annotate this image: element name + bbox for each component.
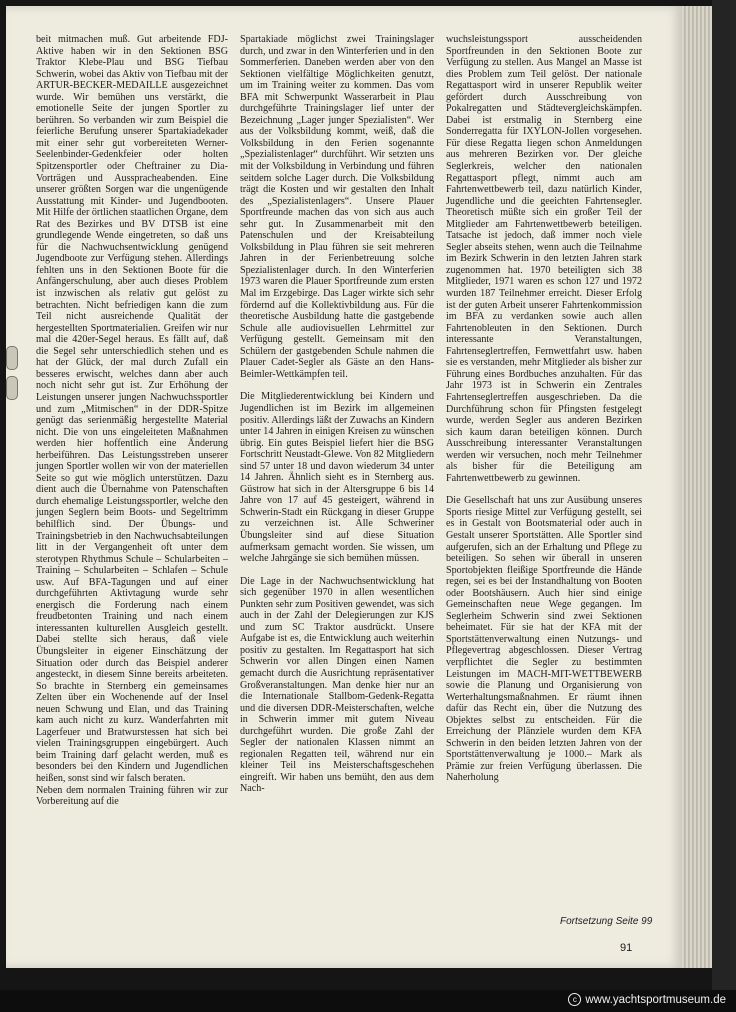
text-column-3 (446, 34, 642, 784)
paragraph: beit mitmachen muß. Gut arbeitende FDJ-Aktive haben wir in den Sektionen BSG Traktor Klebe-Plau und BSG Tiefbau Schwerin, wobei das Aktiv von Tiefbau mit der ARTUR-BECKER-MEDAILLE ausgezeichnet wurde. Wir bemühen uns verstärkt, die emotionelle Seite der jungen Sportler zu berühren. So verbanden wir zum Beispiel die feierliche Berufung unserer Spartakiadekader mit einer sehr gut vorbereiteten Werner-Seelenbinder-Gedenkfeier oder holten Spitzensportler oder Cheftrainer zu Dia-Vorträgen und Ausspracheabenden. Eine unserer größten Sorgen war die ungenügende Ausstattung mit Kinder- und Jugendbooten. Mit Hilfe der örtlichen staatlichen Organe, dem Rat des Bezirkes und BV DTSB ist eine grundlegende Wende eingetreten, so daß uns für die Nachwuchsentwicklung genügend Jugendboote zur Verfügung stehen. Allerdings fehlten uns in den Sektionen Boote für die Anfängerschulung, aber auch dieses Problem ist inzwischen als relativ gut gelöst zu betrachten. Nicht befriedigen kann die zum Teil nicht ausreichende Qualität der hergestellten Sportmaterialien. Greifen wir nur mal die 420er-Segel heraus. Es fällt auf, daß die Segel sehr unterschiedlich stehen und es hat der Glück, der mal durch Zufall ein besseres erwischt, welches dann aber auch noch nicht sehr gut ist. Zur Erhöhung der Leistungen unserer jungen Nachwuchssportler und zum „Mitmischen“ in der DDR-Spitze genügt das serienmäßig hergestellte Material nicht. Die von uns eingeleiteten Maßnahmen werden hier hoffentlich eine Änderung herbeiführen. Das Leistungsstreben unserer jungen Sportler wollen wir von der materiellen Seite so gut wie möglich unterstützen. Dazu dient auch die Übernahme von Patenschaften durch ehemalige Leistungssportler, welche den jungen Seglern beim Boots- und Segeltrimm behilflich sind. Der Übungs- und Trainingsbetrieb in den Nachwuchsabteilungen litt in der Vergangenheit oft unter dem sterotypen Rhythmus Schule – Schularbeiten – Training – Schularbeiten – Schlafen – Schule usw. Auf BFA-Tagungen und auf einer durchgeführten Aktivtagung wurde sehr energisch die Forderung nach einem freudbetonten Training und nach einem interessanten kulturellen Ausgleich gestellt. Dabei stellte sich heraus, daß viele Übungsleiter in eigener Einschätzung der Situation oder durch das Beispiel anderer angesteckt, in diesem Sinne bereits arbeiteten. So brachte in Sternberg ein gemeinsames Zelten über ein Wochenende auf der Insel neuen Schwung und Elan, und das Training kam auch nicht zu kurz. Wanderfahrten mit Lagerfeuer und Bratwurstessen hat sich bei vielen Trainingsgruppen eingebürgert. Auch beim Training darf gelacht werden, muß es besonders bei den Kindern und Jugendlichen heißen, sonst sind wir falsch beraten. (36, 34, 228, 784)
watermark-text[interactable]: www.yachtsportmuseum.de (585, 993, 726, 1006)
binder-hole (6, 346, 18, 370)
paragraph: Die Lage in der Nachwuchsentwicklung hat sich gegenüber 1970 in allen wesentlichen Punkten sehr zum Positiven gewendet, was sich auch in der Zahl der Delegierungen zur KJS und zum SC Traktor ausdrückt. Unsere Aufgabe ist es, die Entwicklung auch weiterhin positiv zu gestalten. Im Regattasport hat sich Schwerin vor allen Dingen einen Namen gemacht durch die Ausrichtung repräsentativer Großveranstaltungen. Man denke hier nur an die Internationale Stallbom-Gedenk-Regatta und die diversen DDR-Meisterschaften, welche in Schwerin immer mit gutem Niveau durchgeführt wurden. Die große Zahl der Segler der nationalen Klassen nimmt an regionalen Regatten teil, während nur ein kleiner Teil ins Meisterschaftsgeschehen eingreift. Wir haben uns bemüht, den aus dem Nach- (240, 575, 434, 795)
binder-hole (6, 376, 18, 400)
text-column-2 (240, 34, 434, 795)
text-column-1 (36, 34, 228, 808)
paragraph: Die Gesellschaft hat uns zur Ausübung unseres Sports riesige Mittel zur Verfügung gestellt, sei es in Gestalt von Bootsmaterial oder auch in Gestalt unserer Sportstätten. Alle Sportler sind aufgerufen, sich an der Erhaltung und Pflege zu beteiligen. So sehen wir überall in unseren Sportobjekten fleißige Sportfreunde die Hände regen, sei es bei der Instandhaltung von Booten oder Bootshäusern. Auch hier sind einige Gemeinschaften neue Wege gegangen. Im Seglerheim Schwerin sind zwei Sektionen beheimatet. Für sie hat der KFA mit der Sportstättenverwaltung einen Nutzungs- und Pflegevertrag abgeschlossen. Dieser Vertrag verpflichtet die Segler zu bestimmten Leistungen im MACH-MIT-WETTBEWERB sowie die Planung und Organisierung von Werterhaltungsmaßnahmen. Er räumt ihnen dafür das Recht ein, über die Nutzung des Objektes selbst zu entscheiden. Für die Erreichung der Plänziele wurden dem KFA Schwerin in den beiden letzten Jahren von der Sportstättenverwaltung je 1000.– Mark als Prämie zur freien Verfügung überlassen. Die Naherholung (446, 495, 642, 784)
page-number: 91 (620, 942, 633, 954)
watermark (568, 993, 726, 1006)
binding-shadow (712, 0, 736, 990)
paragraph: Die Mitgliederentwicklung bei Kindern und Jugendlichen ist im Bezirk im allgemeinen positiv. Allerdings läßt der Zuwachs an Kindern unter 14 Jahren in einigen Kreisen zu wünschen übrig. Ein gutes Beispiel liefert hier die BSG Fortschritt Neustadt-Glewe. Von 82 Mitgliedern sind 57 unter 18 und davon wiederum 34 unter 14 Jahren. Ähnlich sieht es in Sternberg aus. Güstrow hat sich in der Altersgruppe 6 bis 14 Jahre von 17 auf 45 gesteigert, während in Schwerin-Stadt ein Rückgang in dieser Gruppe zu verzeichnen ist. Alle Schweriner Übungsleiter sind auf diese Situation aufmerksam gemacht worden. Sie wissen, um welche Jahrgänge sie sich bemühen müssen. (240, 391, 434, 565)
page-edges (682, 6, 712, 968)
continued-note: Fortsetzung Seite 99 (560, 916, 653, 927)
copyright-icon: c (568, 993, 581, 1006)
paragraph: wuchsleistungssport ausscheidenden Sportfreunden in den Sektionen Boote zur Verfügung zu stellen. Aus Mangel an Masse ist dies Problem zum Teil gelöst. Der nationale Regattasport wird in unserer Republik weiter gefördert durch Ausschreibung von Pokalregatten und Städtevergleichskämpfen. Dabei ist erstmalig in Sternberg eine Sonderregatta für IXYLON-Jollen vorgesehen. Für diese Regatta liegen schon Anmeldungen aus mehreren Bezirken vor. Der gleiche Seglerkreis, welcher den nationalen Regattasport pflegt, nimmt auch am Fahrtenwettbewerb teil, dazu natürlich Kinder, Jugendliche und die geeichten Fahrtensegler. Theoretisch müßte sich ein großer Teil der Mitglieder am Fahrtenwettbewerb beteiligen. Tatsache ist jedoch, daß immer noch viele Segler abseits stehen, wenn auch die Teilnahme im Bezirk Schwerin in den letzten Jahren stark zugenommen hat. 1970 beteiligten sich 38 Mitglieder, 1971 waren es schon 127 und 1972 wurden 187 Teilnehmer erreicht. Dieser Erfolg ist der guten Arbeit unserer Fahrtenkommission im BFA zu verdanken sowie auch allen Fahrtenobleuten in den Sektionen. Durch interessante Veranstaltungen, Fahrtenseglertreffen, Fernwettfahrt usw. haben sie es verstanden, mehr Mitglieder als bisher zur Führung eines Bordbuches anzuhalten. Für das Jahr 1973 ist in Schwerin ein Zentrales Fahrtenseglertreffen ausgeschrieben. Da die Durchführung schon für Pfingsten festgelegt wurde, werden Segler aus anderen Bezirken sich kaum daran beteiligen können. Durch Ausschreibung interessanter Veranstaltungen werden wir versuchen, noch mehr Teilnehmer als bisher für die Beteiligung am Fahrtenwettbewerb zu gewinnen. (446, 34, 642, 484)
paragraph: Neben dem normalen Training führen wir zur Vorbereitung auf die (36, 784, 228, 808)
paragraph: Spartakiade möglichst zwei Trainingslager durch, und zwar in den Winterferien und in den Sommerferien. Daneben werden aber von den Sektionen vielfältige Möglichkeiten genutzt, um im Training weiter zu kommen. Das vom BFA mit Schwerpunkt Wasserarbeit in Plau durchgeführte Trainingslager lief unter der Bezeichnung „Lager junger Spezialisten“. Wer aus der Volksbildung kommt, weiß, daß die Volksbildung in den Ferien sogenannte „Spezialistenlager“ durchführt. Wir setzten uns mit der Volksbildung in Verbindung und führen seitdem solche Lager durch. Die Volksbildung trägt die Kosten und wir gestalten den Inhalt des „Spezialistenlagers“. Unsere Plauer Sportfreunde machen das von sich aus auch sehr gut. In Zusammenarbeit mit den Patenschulen und der Kreisabteilung Volksbildung in Plau führen sie seit mehreren Jahren in der Ferienbetreuung solche Spezialistenlager durch. In den Winterferien 1973 waren die Plauer Sportfreunde zum ersten Mal im Erzgebirge. Das Lager wirkte sich sehr fördernd auf die Kollektivbildung aus. Für die theoretische Ausbildung hatte die gastgebende Schule alle audiovisuellen Lehrmittel zur Verfügung gestellt. Gemeinsam mit den Schülern der gastgebenden Schule nahmen die Plauer Cadet-Segler als Gäste an den Hans-Beimler-Wettkämpfen teil. (240, 34, 434, 380)
